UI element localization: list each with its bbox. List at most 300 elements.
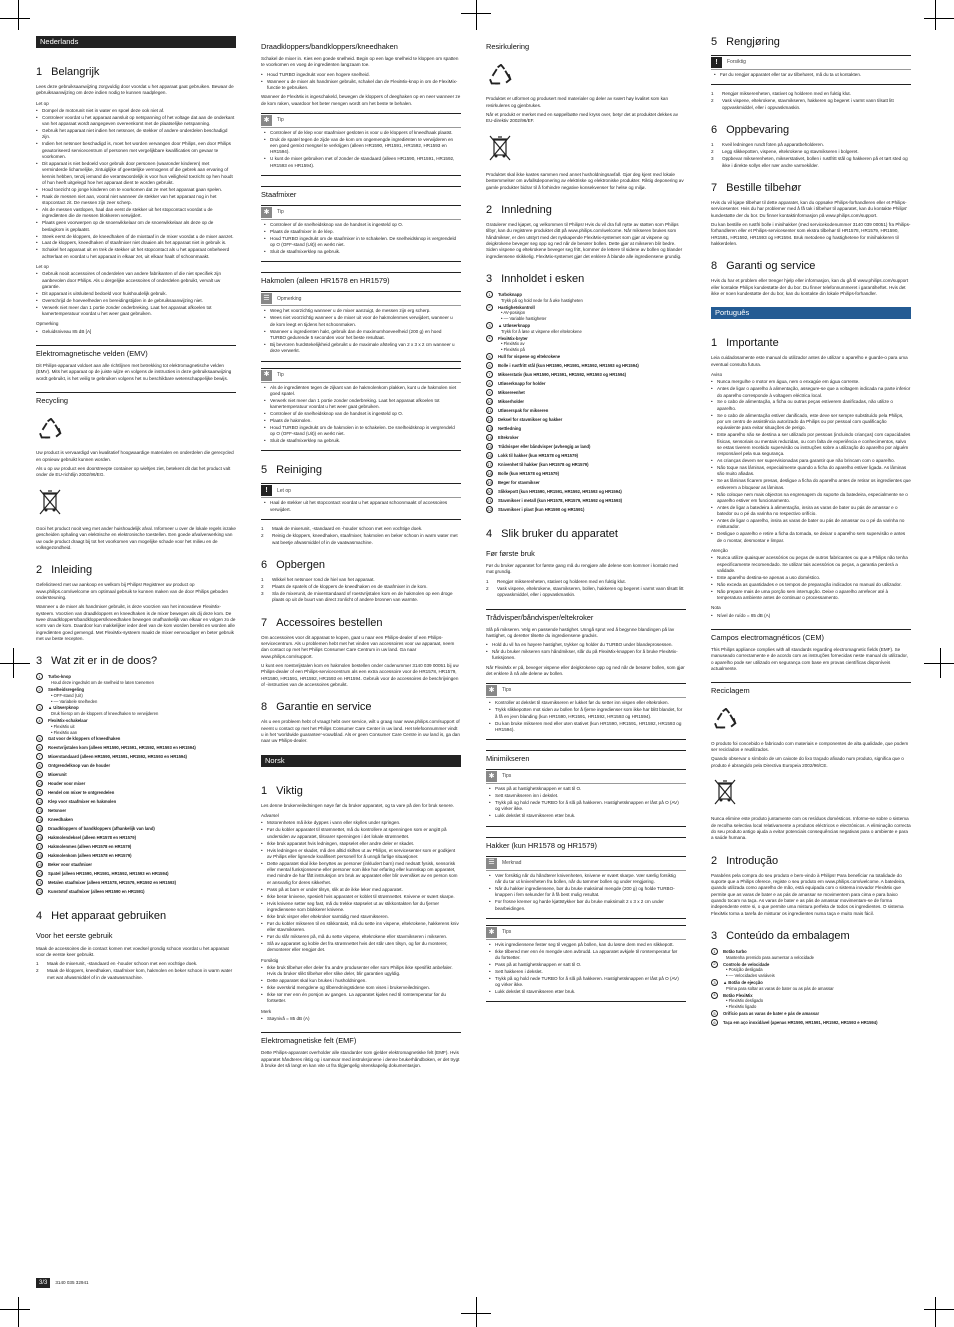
label: Advarsel (261, 813, 279, 819)
paragraph: Als u op uw product een doorstreepte container op wieltjes ziet, betekent dit dat het product valt onder de EU-richtlijn 2002/96/EG. (36, 466, 231, 478)
list-item: • Houd TURBO ingedrukt om de hakmolen in te schakelen. De snelheidsknop is vergrendeld op O (OFF-stand (Uit)) en werkt niet. (264, 425, 458, 438)
section-heading: 3 Wat zit er in de doos? (36, 655, 158, 668)
item-number-circle: 20 (487, 488, 492, 494)
item-title: Nettledning (498, 425, 522, 431)
list-item: • Overschrijd de hoeveelheden en bereidingstijden in de gebruiksaanwijzing niet. (36, 298, 236, 304)
item-title: Knivenhet til hakker (kun HR1578 og HR1579) (498, 461, 589, 467)
caution-box (261, 483, 461, 520)
item-label (498, 479, 540, 486)
item-title: Orifício para as varas de bater e pás de amassar (723, 1010, 820, 1016)
item-title: ▲ Uitwerpknop (48, 705, 79, 711)
item-title: Utløserknapp for holder (498, 380, 546, 386)
label: Aviso (711, 371, 723, 377)
item-title: Botão turbo (723, 948, 747, 954)
warning-list (711, 379, 911, 544)
item-label (498, 335, 528, 353)
item-title: Taça em aço inoxidável (apenas HR1590, HR1591, HR1592, HR1593 e HR1594) (723, 1019, 878, 1025)
tip-box (486, 769, 686, 826)
tip-list (489, 700, 683, 733)
subsection-heading: Resirkulering (486, 42, 530, 51)
crop-mark-bl-v (18, 1297, 19, 1327)
tip-icon: ✱ (486, 685, 497, 696)
list-item: • Se as lâminas ficarem presas, desligue a ficha do aparelho antes de retirar os ingredientes que estiverem a bloquear as lâminas. (711, 478, 911, 491)
list-item: • Nunca utilize quaisquer acessórios ou peças de outros fabricantes ou que a Philips não tenha especificamente recomendado. Se utilizar tais acessórios ou peças, a garantia perderá a validade. (711, 555, 911, 574)
item-label (48, 852, 132, 859)
item-title: Miksereenhet (498, 389, 525, 395)
list-item: • Controleer of de snelheidsknop van de handset is ingesteld op O. (264, 222, 458, 228)
item-number-circle: 7 (486, 371, 493, 378)
list-item: • Trykk slikkepotten mot siden av bollen for å fjerne ingredienser som ikke har blitt blandet, for å få en jevn blanding (kun HR1590, HR1591, HR1592, HR1593 og HR1594). (489, 707, 683, 720)
step-list (261, 526, 461, 546)
item-sub: • FlexiMix uit (51, 723, 75, 729)
caution-list (264, 500, 458, 513)
item-label (48, 798, 116, 805)
list-item: • Når du bruker mikseren som håndmikser, slår du på FlexiMix-knappen for å bruke FlexiMix-funksjonen. (486, 649, 686, 662)
item-label (498, 398, 524, 405)
item-title: Kunststof staafmixer (alleen HR1590 en HR1591) (48, 889, 145, 895)
subsection-heading: Elektromagnetische velden (EMV) (36, 345, 236, 358)
tip-icon: ✱ (261, 370, 272, 381)
list-item: • Als de ingrediënten tegen de zijkant van de hakmolenkom plakken, kunt u de hakmolen niet goed spatel. (264, 385, 458, 398)
list-item: • Dit apparaat is uitsluitend bedoeld voor huishoudelijk gebruik. (36, 291, 236, 297)
list-item: • Houd toezicht op jonge kinderen om te voorkomen dat ze met het apparaat gaan spelen. (36, 187, 236, 193)
subsection-heading: Trådvisper/båndvisper/eltekroker (486, 609, 686, 622)
list-item: • Hold du vil ha en høyere hastighet, trykker og holder du TURBO under blandeprosessen. (486, 642, 686, 648)
list-item: • Hvis ingrediensene fester seg til veggen på bollen, kan du løsne dem med en slikkepott. (489, 942, 683, 948)
step-list (486, 579, 686, 599)
list-item: • Bij bevroren hurdstekelijkheid gebruikt u de maximale afsteling van 2 x 3 x 2 cm wanneer u deze verwerkt. (264, 342, 458, 355)
list-item: • Se o cabo de alimentação, a ficha ou outras peças estiverem danificadas, não utilize o aparelho. (711, 399, 911, 412)
contents-item (36, 735, 236, 744)
list-item: • Før du rengjør apparatet eller tar av tilbehøret, må du ta ut kontakten. (714, 72, 908, 78)
list-item: • Pass på at barn er under tilsyn, slik at de ikke leker med apparatet. (261, 887, 461, 893)
list-item: • Vær forsiktig når du håndterer knivenheten, knivene er svært skarpe. Vær særlig forsiktig når du tar ut knivenheten fra bollen, når du tømmer bollen og under rengjøring. (489, 873, 683, 886)
item-title: ▲ Utløserknapp (498, 322, 531, 328)
column-dutch-2 (261, 36, 461, 1296)
contents-item (36, 852, 236, 861)
list-item: • Lukk dekslet til stavmikseren etter bruk. (489, 813, 683, 819)
list-item: • Støynivå = 85 dB (A) (261, 1016, 461, 1022)
item-number-circle: 12 (487, 416, 492, 422)
label: Opmerking (36, 321, 59, 327)
crop-mark-br-v (935, 1297, 936, 1327)
contents-item (486, 380, 686, 389)
contents-item (486, 291, 686, 304)
item-number-circle: 4 (711, 992, 718, 999)
paragraph: Slå på mikseren. Velg en passende hastighet. Unngå sprut ved å begynne blandingen på lav hastighet, og deretter tilsette du ingrediensene gradvis. (486, 626, 675, 638)
list-item: • Geluidsniveau 85 dB [A] (36, 329, 236, 335)
item-sub: • FlexiMix på (501, 347, 525, 353)
crop-mark-ml-v (13, 648, 14, 678)
item-title: ▲ Botão de ejecção (723, 979, 763, 985)
list-item: • Este aparelho não se destina a ser utilizado por pessoas (incluindo crianças) com capacidades físicas, sensoriais ou mentais reduzidas, ou com falta de experiência e conhecimentos, salvo se estas tiverem recebido supervisão ou instruções sobre a utilização do aparelho por alguém responsável pela sua segurança. (711, 432, 911, 457)
item-title: Netsnoer (48, 808, 67, 814)
step-item (711, 149, 911, 155)
item-title: Snelheidsregeling (48, 686, 85, 692)
subsection-heading: Staafmixer (261, 186, 461, 199)
contents-item (36, 744, 236, 753)
step-item (711, 91, 911, 97)
item-label (498, 389, 525, 396)
page-number: 3/3 (36, 1278, 50, 1288)
list-item: • Dette apparatet skal ikke benyttes av personer (inkludert barn) med nedsatt fysisk, sensorisk eller mental funksjonsevne eller personer som ikke har erfaring eller kunnskap om apparatet, med mindre de har fått instruksjon om bruk av apparatet eller blir overvåket av en person som er ansvarlig for deres sikkerhet. (261, 861, 461, 886)
paragraph: Hvis du har et problem eller trenger hjelp eller informasjon, kan du gå til www.philips.com/support eller kontakte Philips kundestøtte der du bor. Du finner telefonnummeret i garantiheftet. Hvis det ikke er noen kundestøtte der du bor, kan du kontakte din lokale Philips-forhandler. (711, 278, 909, 296)
bullet-list (486, 642, 686, 662)
item-number-circle: 1 (486, 291, 493, 298)
subsection-heading: Hakker (kun HR1578 og HR1579) (486, 837, 686, 850)
contents-item (36, 888, 236, 897)
section-heading: 8 Garantie en service (261, 701, 372, 714)
warning-list (36, 108, 236, 260)
item-label (723, 1019, 877, 1026)
section-heading: 5 Reiniging (261, 464, 322, 477)
intro-text: Les denne brukerveiledningen nøye før du bruker apparatet, og ta vare på den for bruk senere. (261, 802, 455, 808)
item-label (48, 879, 176, 886)
caution-label: Let op (277, 487, 291, 494)
tip-box (486, 683, 686, 740)
section-heading: 5 Rengjøring (711, 36, 780, 48)
list-item: • Druk de spatel tegen de zijde van de kom om ongemengde ingrediënten te verwijderen en een goed gemixt mengsel te verkrijgen (alleen HR1590, HR1591, HR1592, HR1593 en HR1594). (264, 137, 458, 156)
list-item: • Verwerk niet meer dan 1 portie zonder onderbreking. Laat het apparaat afkoelen tot kamertemperatuur voordat u het weer gaat gebruiken. (264, 398, 458, 411)
item-number-circle: 20 (37, 871, 42, 877)
item-title: Hastighetskontroll (498, 304, 535, 310)
contents-item (486, 407, 686, 416)
item-title: Mixerstandaard (alleen HR1590, HR1591, HR1592, HR1593 en HR1594) (48, 754, 187, 760)
item-number-circle: 17 (37, 844, 42, 850)
item-label (498, 291, 583, 304)
contents-item (486, 506, 686, 515)
list-item: • Før du kobler apparatet til strømnettet, må du kontrollere at spenningen som er angitt på undersiden av apparatet, tilsvarer spenningen i det lokale strømnettet. (261, 827, 461, 840)
list-item: • Laat de kloppers, kneedhaken of staafmixer niet draaien als het apparaat niet in gebruik is. (36, 240, 236, 246)
list-item: • Wanneer u ingredienten hakt, gebruik dan de maximumhoeveelheid (200 g) en hoed TURBO gedurende 5 seconden voor het beste resultaat. (264, 329, 458, 342)
contents-item (486, 488, 686, 497)
note-label: Merknad (502, 859, 522, 866)
tip-box (261, 368, 461, 452)
paragraph: Nunca elimine este produto juntamente com os resíduos domésticos. Informe-se sobre o sistema de recolha selectiva local relativamente a produtos eléctricos e electrónicos. A eliminação correcta do seu produto antigo ajuda a evitar potenciais consequências negativas para o ambiente e para a saúde humana. (711, 816, 911, 841)
item-title: Lokk til hakker (kun HR1578 og HR1579) (498, 452, 579, 458)
paragraph: Du kan bestille en rustfri bolle i minihakker (med servicekodenummer 3140 039 00051) fra Philips-forhandleren eller et Philips-servicesenter som ekstra tilbehør til HR1578, HR1579, HR1590, HR1591, HR1592, HR1593 og HR1594. Bruk metodene og hastighetene for minihakkeren til hakkerdelen. (711, 222, 911, 246)
item-label (48, 704, 158, 717)
item-title: Beker voor staafmixer (48, 862, 92, 868)
list-item: • Ikke overskrid mengdene og tilberedningstidene som vises i brukerveiledningen. (261, 985, 461, 991)
warning-list (261, 820, 461, 953)
step-item (486, 586, 686, 599)
item-sub: • –– Variable hastigheter (501, 316, 547, 322)
document-code: 3140 035 32941 (55, 1279, 89, 1285)
item-number-circle: 4 (486, 335, 493, 342)
list-item: • Før du kobler mikseren til en stikkontakt, må du sette inn vispene, eltekrokene, hakkerens kniv eller stavmikseren. (261, 921, 461, 934)
item-number-circle: 22 (487, 506, 492, 512)
noise-list (711, 613, 911, 619)
step-number: 1 (711, 91, 714, 97)
item-title: Slikkepott (kun HR1590, HR1591, HR1592, HR1593 og HR1594) (498, 488, 622, 494)
list-item: • Slå av apparatet og koble det fra strømnettet hvis det står uten tilsyn, og før du monterer, demonterer eller rengjør det. (261, 941, 461, 954)
item-number-circle: 8 (36, 762, 43, 769)
item-label (48, 735, 120, 742)
step-number: 2 (36, 968, 39, 974)
item-number-circle: 12 (37, 799, 42, 805)
caution-list (711, 555, 911, 601)
bullet-list (261, 72, 461, 92)
section-heading: 3 Conteúdo da embalagem (711, 929, 850, 942)
label: Nota (711, 605, 721, 611)
contents-item (36, 753, 236, 762)
item-number-circle: 11 (37, 790, 42, 796)
item-title: Bolle (kun HR1578 og HR1579) (498, 470, 559, 476)
item-number-circle: 1 (711, 948, 718, 955)
tip-icon: ✱ (486, 771, 497, 782)
step-number: 2 (711, 149, 714, 155)
contents-item (36, 825, 236, 834)
page-footer (36, 1278, 89, 1288)
step-item (261, 577, 461, 583)
item-number-circle: 6 (711, 1019, 718, 1026)
item-number-circle: 4 (36, 717, 43, 724)
section-heading: 1 Belangrijk (36, 66, 100, 78)
tip-box (261, 113, 461, 176)
crop-mark-tc (476, 0, 477, 30)
item-sub: • AV-posisjon (501, 310, 526, 316)
contents-item (36, 843, 236, 852)
item-title: Turboknapp (498, 291, 522, 297)
crop-mark-tl (0, 18, 30, 19)
item-label (723, 948, 814, 961)
item-label (498, 416, 562, 423)
item-label (498, 434, 518, 441)
list-item: • Sluit de staafmixerklep na gebruik. (264, 249, 458, 255)
step-text: Maak de mixerunit, -standaard en -houder schoon met een vochtige doek. (272, 526, 423, 532)
list-item: • Als de messen vastlopen, haal dan eerst de stekker uit het stopcontact voordat u de ingrediënten die de messen blokkeren verwijdert. (36, 207, 236, 220)
list-item: • Indien het netsnoer beschadigd is, moet het worden vervangen door Philips, een door Philips geautoriseerd servicecentrum of personen met vergelijkbare kwalificaties om gevaar te voorkomen. (36, 141, 236, 160)
item-sub: • FlexiMix av (501, 341, 525, 347)
item-title: Hull for vispene og eltekrokene (498, 353, 561, 359)
item-label (48, 870, 169, 877)
paragraph: Gefeliciteerd met uw aankoop en welkom bij Philips! Registreer uw product op www.philips.com/welcome om optimaal gebruik te kunnen maken van de door Philips geboden ondersteuning. (36, 582, 229, 601)
item-title: Draadkloppers of bandkloppers (afhankelijk van land) (48, 826, 155, 832)
label: Atenção (711, 548, 728, 554)
contents-item (711, 961, 911, 979)
item-number-circle: 5 (711, 1010, 718, 1017)
crop-mark-bc-h (461, 1313, 491, 1314)
item-label (498, 322, 582, 335)
tip-box (261, 205, 461, 262)
item-number-circle: 3 (486, 322, 493, 329)
item-number-circle: 21 (487, 497, 492, 503)
caution-label: Forsiktig (727, 59, 746, 66)
item-number-circle: 19 (487, 479, 492, 485)
contents-item (36, 807, 236, 816)
step-text: Rengjør mikserenheten, stativet og holderen med en fuktig klut. (722, 91, 851, 97)
item-sub: • OFF-stand (Uit) (51, 692, 83, 698)
item-sub: Mantenha premido para aumentar a velocidade (726, 954, 814, 960)
item-label (723, 992, 763, 1010)
list-item: • Houd TURBO ingedrukt om de staafmixer in te schakelen. De snelheidsknop is vergrendeld op O (OFF-stand (Uit)) en werkt niet. (264, 236, 458, 249)
item-number-circle: 2 (36, 686, 43, 693)
list-item: • Não toque nas lâminas, especialmente quando a ficha do aparelho estiver ligada. As lâminas são muito afiadas. (711, 465, 911, 478)
contents-item (36, 704, 236, 717)
contents-item (486, 452, 686, 461)
contents-item (486, 443, 686, 452)
language-header-norwegian: Norsk (261, 755, 461, 767)
step-number: 3 (261, 591, 264, 597)
list-item: • Sett stavmikseren inn i dekslet. (489, 793, 683, 799)
contents-item (711, 948, 911, 961)
item-number-circle: 17 (487, 461, 492, 467)
section-heading: 7 Accessoires bestellen (261, 616, 383, 629)
item-label (498, 497, 622, 504)
paragraph: This Philips appliance complies with all standards regarding electromagnetic fields (EMF). Se manuseado correctamente e de acordo com as instruções fornecidas neste manual do utilizador, o aparelho pode ser utilizado em segurança com base em provas científicas disponíveis actualmente. (711, 647, 908, 672)
item-sub: • –– Variabele snelheden (51, 698, 98, 704)
recycle-icon (713, 708, 739, 730)
list-item: • Ikke rør mer enn én porsjon av gangen. La apparatet kjøles ned til romtemperatur før du fortsetter. (261, 992, 461, 1005)
tip-list (264, 130, 458, 169)
step-item (486, 579, 686, 585)
exclamation-icon: ! (711, 57, 722, 68)
subsection-heading: Campos electromagnéticos (CEM) (711, 629, 911, 642)
step-item (261, 533, 461, 546)
list-item: • Antes de ligar o aparelho, insira as varas de bater ou pás de amassar ou o pé da varinha no misturador. (711, 518, 911, 531)
contents-item (36, 780, 236, 789)
contents-item (486, 353, 686, 362)
list-item: • Trykk på og hold nede TURBO for å slå på hakkeren. Hastighetsknappen er låst på O (AV) og virker ikke. (489, 976, 683, 989)
step-item (261, 526, 461, 532)
item-sub: Prima para soltar as varas de bater ou as pás de amassar (726, 985, 834, 991)
list-item: • Wanneer u de mixer als handmixer gebruikt, schakel dan de FlexiMix-knop in om de FlexiMix-functie te gebruiken. (261, 79, 461, 92)
item-title: Klep voor staafmixer en hakmolen (48, 799, 117, 805)
step-number: 1 (711, 142, 714, 148)
item-label (498, 407, 548, 414)
tip-icon: ✱ (486, 927, 497, 938)
item-label (48, 861, 92, 868)
list-item: • Antes de ligar a batedeira à alimentação, insira as varas de bater ou pás de amassar e o batedor ou o pé da varinha no respectivo orifício. (711, 505, 911, 518)
step-text: Reinig de kloppers, kneedhaken, staafmixer, hakmolen en beker schoon in warm water met wat beetje afwasmiddel of in de vaatwasmachine. (272, 533, 458, 545)
item-title: Houder voor mixer (48, 781, 86, 787)
section-heading: 2 Inleiding (36, 564, 93, 577)
list-item: • Não exceda as quantidades e os tempos de preparação indicados no manual do utilizador. (711, 582, 911, 588)
item-number-circle: 10 (487, 398, 492, 404)
item-title: Hendel om mixer te ontgrendelen (48, 790, 115, 796)
step-text: Wikkel het netsnoer rond de hiel van het apparaat. (272, 576, 375, 582)
paragraph: Produktet er utformet og produsert med materialer og deler av svært høy kvalitet som kan resirkuleres og gjenbrukes. (486, 96, 669, 108)
item-label (48, 762, 110, 769)
paragraph: Uw product is vervaardigd van kwalitatief hoogwaardige materialen en onderdelen die gerecycled en opnieuw gebruikt kunnen worden. (36, 450, 234, 462)
contents-item (36, 879, 236, 888)
intro-text: Leia cuidadosamente este manual do utilizador antes de utilizar o aparelho e guarde-o para uma eventual consulta futura. (711, 355, 908, 367)
list-item: • Steek eerst de kloppers, de kneedhaken of de mixstaaf in de mixer voordat u de mixer aanzet. (36, 234, 236, 240)
step-number: 2 (486, 585, 489, 591)
item-label (498, 443, 590, 450)
item-number-circle: 2 (711, 961, 718, 968)
list-item: • Før du slår mikseren på, må du sette vispene, eltekrokene eller stavmikseren i mikseren. (261, 934, 461, 940)
contents-item (36, 686, 236, 704)
paragraph: Parabéns pela compra do seu produto e bem-vindo à Philips! Para beneficiar na totalidade do suporte que a Philips oferece, registe o seu produto em www.philips.com/welcome. A batedeira, quando utilizada como aparelho de mão, está equipada com o sistema inovador FlexiMix que permite que as varas de bater e as pás de amassar se movimentem para cima e para baixo quando tocam na taça. As varas de bater e as pás de amassar movimentam-se de forma independente entre si, o que permite uma mistura perfeita de todos os ingredientes. O sistema FlexiMix torna a tarefa de misturar os ingredientes numa taça e muito mais fácil. (711, 872, 906, 916)
item-title: Eltekroker (498, 434, 519, 440)
item-sub: Trykk på og hold nede for å øke hastigheten (501, 297, 583, 303)
list-item: • Sett hakkeren i dekslet. (489, 969, 683, 975)
item-label (48, 843, 131, 850)
section-heading: 4 Het apparaat gebruiken (36, 910, 167, 923)
noise-list (261, 1016, 461, 1022)
caution-list (714, 72, 908, 78)
list-item: • Lukk dekslet til stavmikseren etter bruk. (489, 989, 683, 995)
note-icon: ☰ (486, 858, 497, 869)
item-title: Mikserstativ (kun HR1590, HR1591, HR1592, HR1593 og HR1594) (498, 371, 627, 377)
contents-item (711, 1019, 911, 1028)
list-item: • Nunca mergulhe o motor em água, nem o enxagúe em água corrente. (711, 379, 911, 385)
list-item: • Houd TURBO ingedrukt voor een hogere snelheid. (261, 72, 461, 78)
list-item: • Pass på at hastighetsknappen er satt til O. (489, 962, 683, 968)
item-label (48, 673, 154, 686)
item-label (498, 461, 589, 468)
tip-box (486, 925, 686, 1003)
box-contents-list (36, 673, 236, 897)
item-title: FlexiMix-bryter (498, 335, 528, 341)
paragraph: Gooi het product nooit weg met ander huishoudelijk afval. Informeer u over de lokale regels inzake gescheiden ophaling van elektrische en elektronische toestellen. Een goede afvalverwerking van uw oude product draagt bij tot het voorkomen van mogelijke schade voor het milieu en de volksgezondheid. (36, 526, 236, 551)
item-number-circle: 15 (37, 826, 42, 832)
item-label (48, 825, 155, 832)
list-item: • Não coloque nem mais objectos na engrenagem do suporte da batedeira, especialmente se o aparelho estiver em funcionamento. (711, 492, 911, 505)
crossed-bin-icon (713, 778, 737, 806)
contents-item (486, 470, 686, 479)
item-number-circle: 2 (486, 304, 493, 311)
item-number-circle: 16 (37, 835, 42, 841)
subsection-heading: Voor het eerste gebruik (36, 931, 113, 941)
note-icon: ☰ (261, 293, 272, 304)
item-label (498, 488, 622, 495)
list-item: • Weeg het voorzichtig wanneer u de mixer aanzuigt, de messen zijn erg scherp. (264, 308, 458, 314)
column-portuguese (711, 36, 911, 1296)
list-item: • Este aparelho destina-se apenas a uso doméstico. (711, 575, 911, 581)
paragraph: Wanneer u de mixer als handmixer gebruikt, is deze voorzien van het innovatieve FlexiMix-systeem. Voorzien van draadkloppers en kneedhaken is de mixer bewegen als dij deze kom. De twee draadkloppers/bandkloppers/kneedhaken bewegen onafhankelijk van elkaar en volgen zo de vorm van de kom. Daardoor kun makkelijker ieder deel van de kom worden bereikt en worden alle ingrediënten goed gemengd. Met FlexiMix-systeem maakt de mixer eenvoudiger en beter gebruik met uw beste recepten. (36, 604, 236, 642)
step-item (36, 961, 236, 967)
intro-text: Lees deze gebruiksaanwijzing zorgvuldig door voordat u het apparaat gaat gebruiken. Bewaar de gebruiksaanwijzing om deze indien nodig te kunnen raadplegen. (36, 84, 234, 96)
tip-label: Tips (502, 687, 512, 694)
column-dutch-1 (36, 36, 236, 1296)
list-item: • Desligue o aparelho e retire a ficha da tomada, se deixar o aparelho sem supervisão e antes de o montar, desmontar e limpar. (711, 531, 911, 544)
step-text: Vask vispene, eltekrokene, stavmikseren, hakkeren og begeret i varmt vann tilsatt litt oppvaskmiddel, eller i oppvaskmaskin. (722, 98, 894, 110)
language-header-portuguese: Português (711, 307, 911, 319)
item-label (48, 807, 66, 814)
step-number: 1 (261, 576, 264, 582)
item-label (498, 380, 545, 387)
step-number: 1 (261, 526, 264, 532)
item-title: Botão FlexiMix (723, 992, 753, 998)
section-heading: 6 Opbergen (261, 558, 326, 571)
list-item: • Wees niet voorzichtig wanneer u de mixer uit voor de hakmolenmes verwijdert, wanneer u de kom leegt en tijdens het schoonmaken. (264, 315, 458, 328)
tip-icon: ✱ (261, 115, 272, 126)
list-item: • Controleer of de snelheidsknop van de handset is ingesteld op O. (264, 411, 458, 417)
tip-icon: ✱ (261, 207, 272, 218)
item-label (723, 1010, 819, 1017)
item-sub: Houd deze ingedrukt om de snelheid te laten toenemen (51, 680, 154, 686)
item-label (723, 979, 834, 992)
item-number-circle: 5 (36, 735, 43, 742)
item-number-circle: 1 (36, 673, 43, 680)
section-heading: 7 Bestille tilbehør (711, 182, 802, 195)
paragraph: Quando observar o símbolo de um caixote do lixo traçado afixado num produto, significa que o produto é abrangido pela Directiva Europeia 2002/96/CE. (711, 756, 904, 768)
item-label (48, 717, 88, 735)
item-title: Gat voor de kloppers of kneedhaken (48, 736, 121, 742)
step-item (711, 156, 911, 169)
subsection-heading: Reciclagem (711, 682, 911, 695)
item-label (48, 753, 187, 760)
item-sub: • –– Velocidades variáveis (726, 973, 775, 979)
step-number: 2 (261, 584, 264, 590)
list-item: • Plaats de hakmolen. (264, 418, 458, 424)
step-text: Legg slikkepotten, vispene, eltekrokene og stavmikseren i bolgeret. (722, 149, 859, 155)
list-item: • U kunt de mixer gebruiken met of zonder de standaard (alleen HR1590, HR1591, HR1592, HR1593 en HR1594). (264, 156, 458, 169)
item-number-circle: 9 (486, 389, 493, 396)
